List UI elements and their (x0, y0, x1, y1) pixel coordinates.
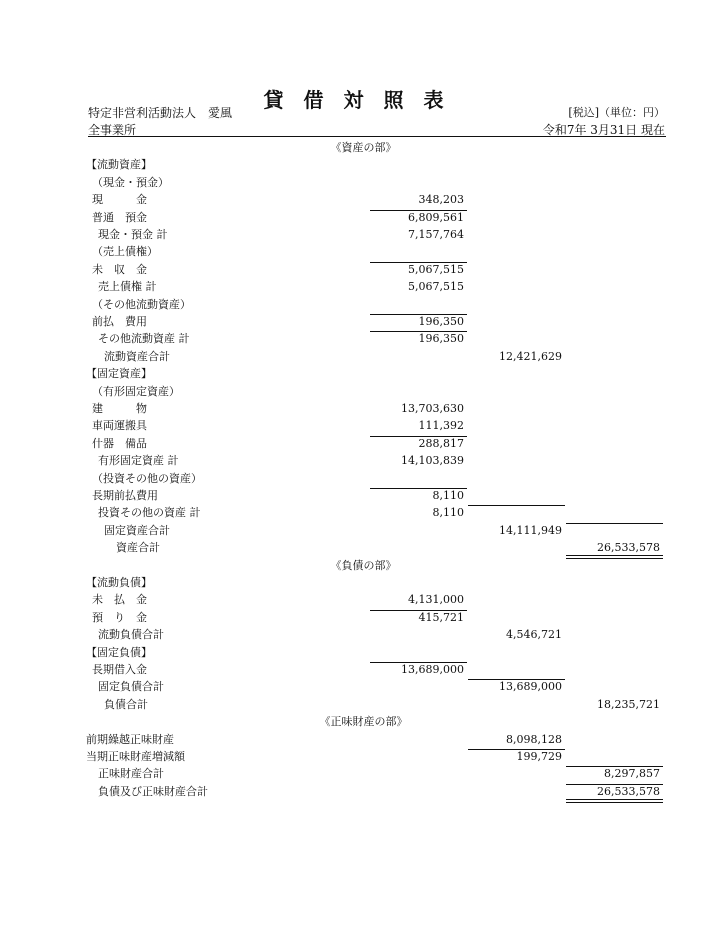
account-label: その他流動資産 計 (98, 332, 190, 346)
amount-c1: 6,809,561 (408, 210, 464, 224)
account-label: 流動資産合計 (104, 349, 170, 363)
section-heading (0, 713, 727, 730)
account-label: （投資その他の資産） (92, 471, 202, 485)
underline (566, 523, 663, 524)
account-label: 売上債権 計 (98, 280, 157, 294)
account-label: 建 物 (92, 402, 147, 415)
account-label: 【固定資産】 (86, 367, 152, 381)
table-row (0, 574, 727, 591)
amount-c1: 5,067,515 (408, 262, 464, 276)
account-label: 流動負債合計 (98, 628, 164, 642)
table-row (0, 435, 727, 452)
section-heading (0, 139, 727, 156)
account-label: 前期繰越正味財産 (86, 732, 174, 746)
table-row (0, 313, 727, 330)
table-row (0, 678, 727, 695)
table-row (0, 400, 727, 417)
amount-c1: 13,689,000 (401, 663, 464, 676)
table-row (0, 783, 727, 800)
table-row (0, 365, 727, 382)
amount-c3: 18,235,721 (597, 697, 660, 711)
amount-c1: 111,392 (418, 419, 464, 433)
account-label: 現金・預金 計 (98, 228, 168, 241)
underline (370, 610, 467, 611)
table-row (0, 504, 727, 521)
account-label: 【固定負債】 (86, 645, 152, 659)
account-label: 長期借入金 (92, 663, 147, 676)
amount-c1: 14,103,839 (401, 454, 464, 468)
account-label: 負債及び正味財産合計 (98, 784, 208, 798)
underline (468, 679, 565, 680)
account-label: 未 収 金 (92, 262, 147, 276)
underline (370, 331, 467, 332)
account-label: 什器 備品 (92, 436, 147, 450)
account-label: 投資その他の資産 計 (98, 506, 201, 520)
account-label: 車両運搬具 (92, 419, 147, 433)
table-row (0, 296, 727, 313)
account-label: 固定資産合計 (104, 523, 170, 537)
account-label: 前払 費用 (92, 315, 147, 328)
table-row (0, 470, 727, 487)
section-title: 《正味財産の部》 (319, 715, 408, 729)
table-row (0, 522, 727, 539)
table-row (0, 156, 727, 173)
amount-c1: 196,350 (418, 315, 464, 328)
table-row (0, 348, 727, 365)
table-row (0, 748, 727, 765)
amount-c3: 8,297,857 (604, 767, 660, 781)
amount-c3: 26,533,578 (597, 541, 660, 555)
as-of-date: 令和7年 3月31日 現在 (542, 123, 665, 137)
table-row (0, 261, 727, 278)
section-title: 《資産の部》 (330, 141, 397, 154)
organization-name: 特定非営利活動法人 愛風 (88, 106, 233, 120)
account-label: 資産合計 (116, 541, 160, 555)
section-title: 《負債の部》 (330, 558, 397, 572)
amount-c1: 4,131,000 (408, 593, 464, 607)
amount-c1: 348,203 (418, 193, 464, 207)
amount-c1: 5,067,515 (408, 280, 464, 294)
amount-c1: 13,703,630 (401, 402, 464, 415)
amount-c1: 196,350 (418, 332, 464, 346)
table-row (0, 174, 727, 191)
table-row (0, 661, 727, 678)
underline (370, 436, 467, 437)
underline (370, 314, 467, 315)
amount-c3: 26,533,578 (597, 784, 660, 798)
table-row (0, 417, 727, 434)
account-label: 当期正味財産増減額 (86, 750, 185, 763)
table-row (0, 644, 727, 661)
underline (370, 488, 467, 489)
account-label: 負債合計 (104, 697, 148, 711)
table-row (0, 765, 727, 782)
account-label: 現 金 (92, 193, 147, 207)
table-row (0, 209, 727, 226)
underline (370, 262, 467, 263)
account-label: 【流動資産】 (86, 158, 152, 172)
amount-c1: 415,721 (418, 610, 464, 624)
underline (566, 784, 663, 785)
account-label: 預 り 金 (92, 610, 147, 624)
amount-c2: 13,689,000 (499, 680, 562, 694)
account-label: 【流動負債】 (86, 576, 152, 589)
table-row (0, 243, 727, 260)
table-row (0, 452, 727, 469)
amount-c2: 199,729 (516, 750, 562, 763)
double-rule (566, 555, 663, 559)
underline (468, 505, 565, 506)
account-label: 有形固定資産 計 (98, 454, 179, 468)
amount-c1: 7,157,764 (408, 228, 464, 241)
scope-label: 全事業所 (88, 123, 137, 137)
underline (370, 210, 467, 211)
account-label: （売上債権） (92, 245, 158, 259)
table-row (0, 191, 727, 208)
amount-c2: 8,098,128 (506, 732, 562, 746)
table-row (0, 696, 727, 713)
account-label: 固定負債合計 (98, 680, 164, 694)
amount-c2: 14,111,949 (499, 523, 562, 537)
underline (370, 662, 467, 663)
account-label: 未 払 金 (92, 593, 147, 607)
amount-c1: 8,110 (432, 506, 464, 520)
table-row (0, 383, 727, 400)
amount-c1: 8,110 (432, 489, 464, 502)
table-row (0, 539, 727, 556)
table-row (0, 731, 727, 748)
account-label: 正味財産合計 (98, 767, 164, 781)
table-row (0, 330, 727, 347)
amount-c1: 288,817 (418, 436, 464, 450)
page-title: 貸借対照表 (263, 88, 464, 112)
account-label: （その他流動資産） (92, 297, 191, 311)
account-label: 長期前払費用 (92, 489, 158, 502)
table-row (0, 626, 727, 643)
header-rule (88, 136, 666, 137)
amount-c2: 4,546,721 (506, 628, 562, 642)
table-row (0, 487, 727, 504)
underline (468, 749, 565, 750)
table-row (0, 591, 727, 608)
amount-c2: 12,421,629 (499, 349, 562, 363)
account-label: （有形固定資産） (92, 384, 180, 398)
table-row (0, 609, 727, 626)
account-label: （現金・預金） (92, 175, 169, 189)
table-row (0, 226, 727, 243)
unit-label: [税込]（単位：円） (568, 106, 665, 119)
double-rule (566, 799, 663, 803)
table-row (0, 278, 727, 295)
account-label: 普通 預金 (92, 210, 147, 224)
underline (566, 766, 663, 767)
